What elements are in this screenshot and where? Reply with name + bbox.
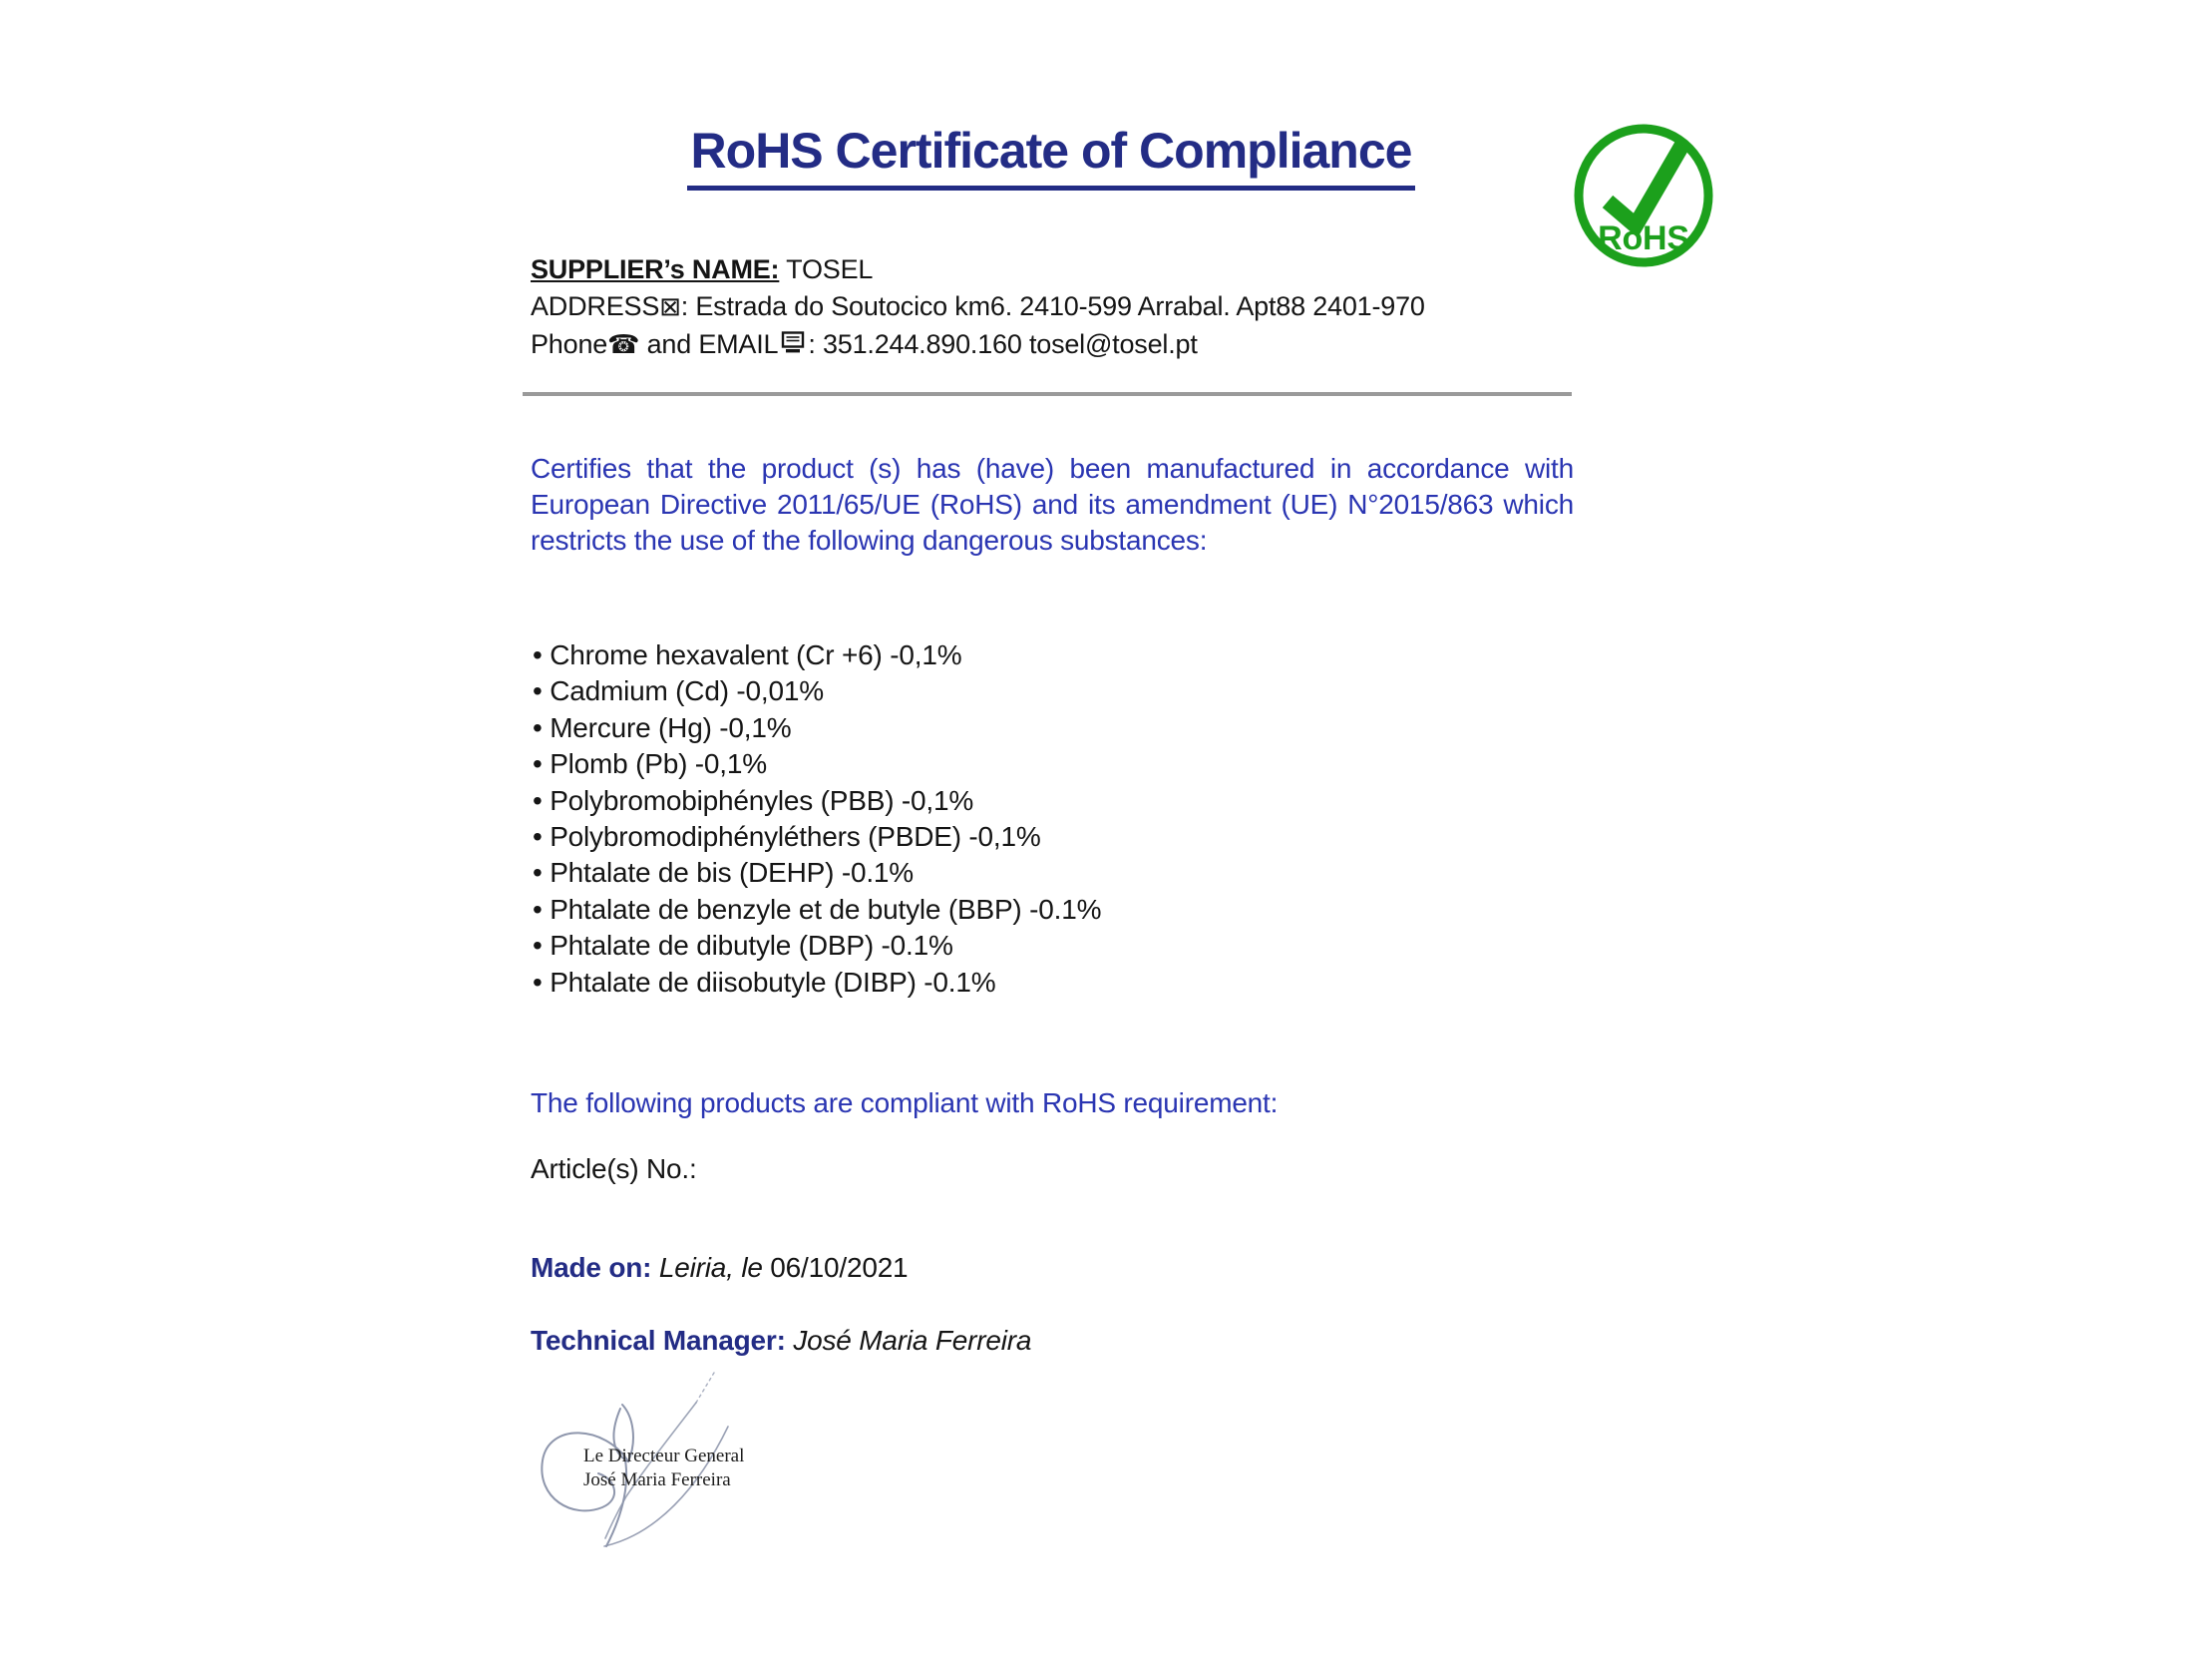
computer-icon: [780, 328, 806, 365]
address-label: ADDRESS: [531, 291, 660, 321]
substances-list: [533, 637, 1576, 1001]
technical-manager-name: José Maria Ferreira: [785, 1325, 1032, 1356]
contact-value: : 351.244.890.160 tosel@tosel.pt: [808, 329, 1198, 359]
list-item: • Mercure (Hg) -0,1%: [533, 710, 1576, 746]
phone-label: Phone: [531, 329, 608, 359]
compliance-statement: The following products are compliant with RoHS requirement:: [531, 1087, 1279, 1118]
rohs-checkmark-icon: [1570, 122, 1717, 269]
list-item: • Phtalate de dibutyle (DBP) -0.1%: [533, 928, 1576, 964]
list-item: • Plomb (Pb) -0,1%: [533, 746, 1576, 782]
list-item: • Phtalate de benzyle et de butyle (BBP) -0.1%: [533, 892, 1576, 928]
supplier-block: [531, 251, 1628, 365]
phone-icon: ☎: [607, 330, 640, 360]
supplier-name-line: [531, 251, 1628, 288]
list-item: • Polybromodiphényléthers (PBDE) -0,1%: [533, 819, 1576, 855]
envelope-icon: ⊠: [659, 292, 681, 322]
signature-title: Le Directeur General: [583, 1446, 745, 1466]
technical-manager-label: Technical Manager:: [531, 1325, 786, 1356]
supplier-address-line: [531, 288, 1628, 326]
rohs-logo-text: RoHS: [1598, 219, 1689, 257]
made-on-place: Leiria, le: [651, 1252, 771, 1283]
certification-paragraph: Certifies that the product (s) has (have) been manufactured in accordance with European Directive 2011/65/UE (RoHS) and its amendment (UE) N°2015/863 which restricts the use of the following dangerous substances:: [531, 453, 1574, 556]
list-item: • Chrome hexavalent (Cr +6) -0,1%: [533, 637, 1576, 673]
technical-manager-line: [531, 1325, 1031, 1357]
email-label: and EMAIL: [639, 329, 779, 359]
supplier-name-value: TOSEL: [779, 254, 874, 284]
made-on-label: Made on:: [531, 1252, 652, 1283]
address-value: : Estrada do Soutocico km6. 2410-599 Arrabal. Apt88 2401-970: [680, 291, 1425, 321]
section-divider: [523, 392, 1572, 396]
rohs-logo: [1570, 122, 1717, 269]
supplier-name-label: SUPPLIER’s NAME:: [531, 254, 780, 284]
list-item: • Phtalate de diisobutyle (DIBP) -0.1%: [533, 965, 1576, 1001]
page-title: RoHS Certificate of Compliance: [687, 122, 1416, 191]
made-on-line: [531, 1252, 908, 1284]
list-item: • Phtalate de bis (DEHP) -0.1%: [533, 855, 1576, 891]
supplier-contact-line: [531, 326, 1628, 365]
signature-name: José Maria Ferreira: [583, 1469, 731, 1490]
signature-text-block: [583, 1445, 903, 1492]
list-item: • Polybromobiphényles (PBB) -0,1%: [533, 783, 1576, 819]
title-container: [529, 122, 1574, 191]
list-item: • Cadmium (Cd) -0,01%: [533, 673, 1576, 709]
article-number-label: Article(s) No.:: [531, 1153, 697, 1184]
made-on-date: 06/10/2021: [770, 1252, 909, 1283]
